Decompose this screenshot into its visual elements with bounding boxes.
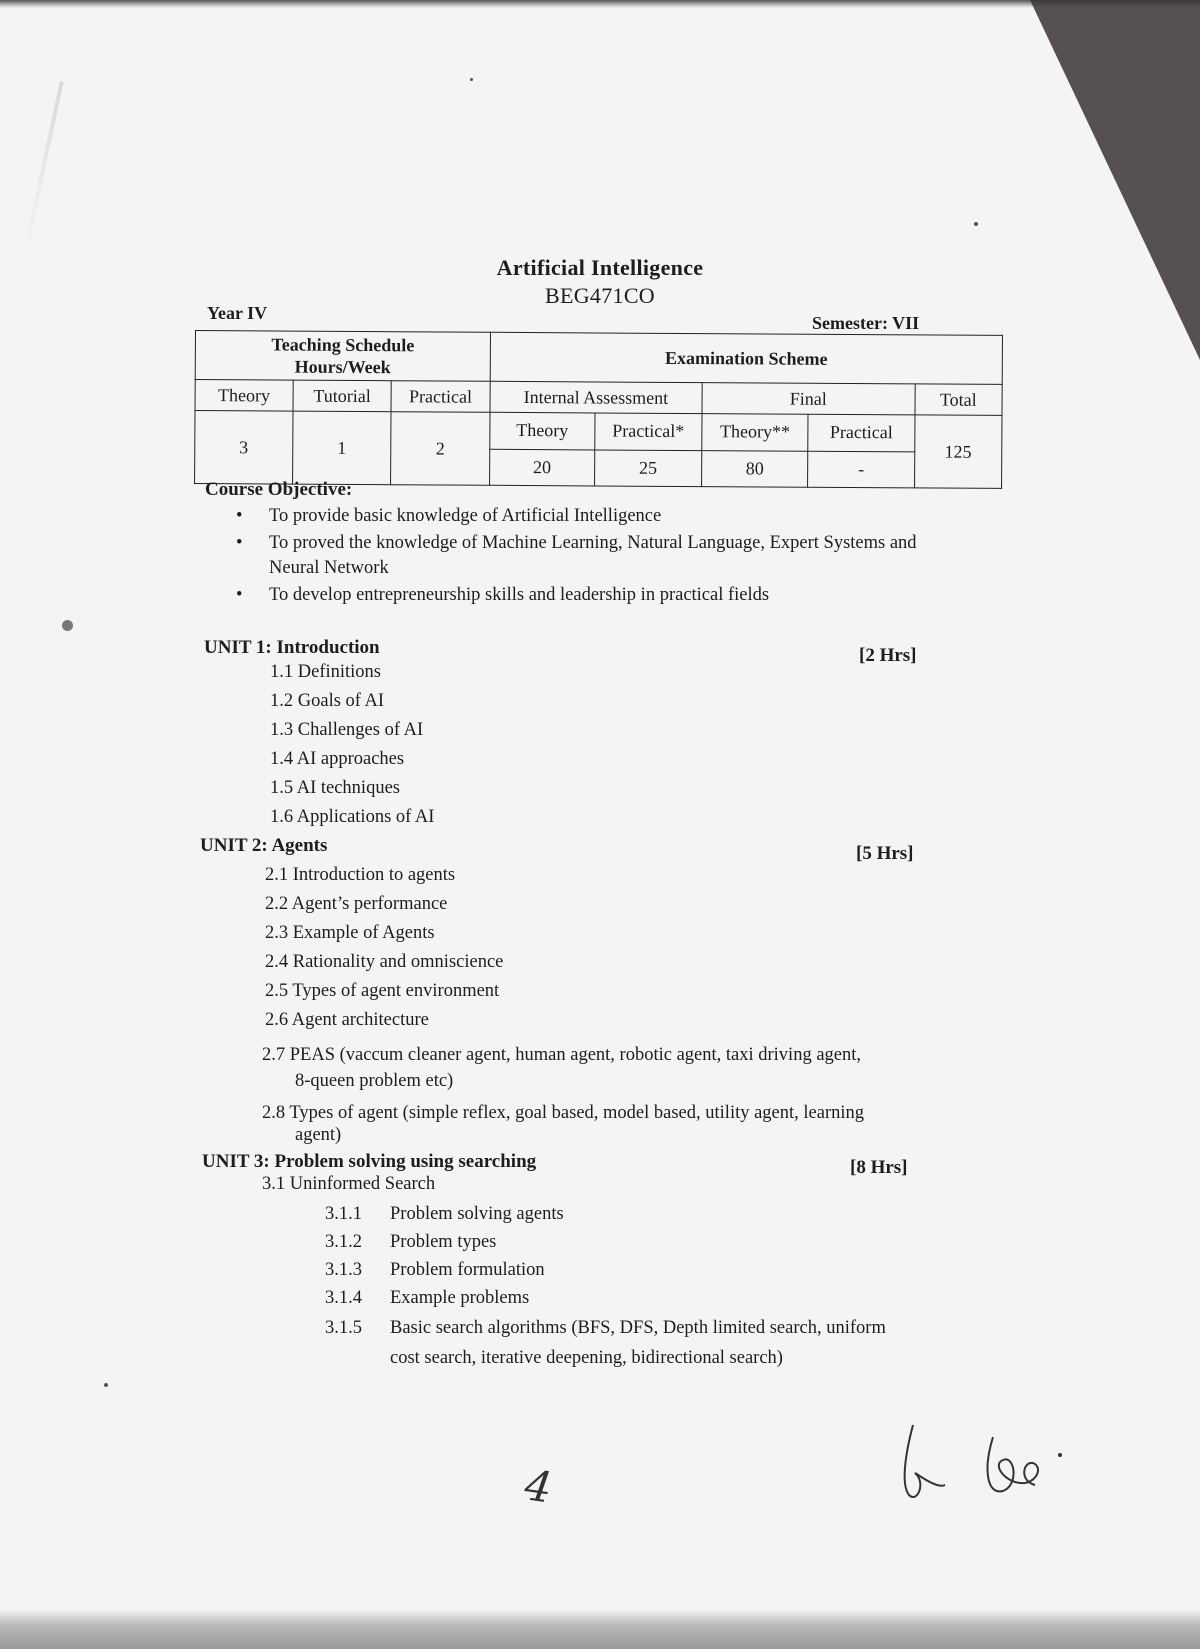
scan-streak — [24, 81, 63, 248]
unit-2-item: 2.4 Rationality and omniscience — [265, 952, 504, 972]
speck — [974, 222, 978, 226]
unit-1-item: 1.3 Challenges of AI — [270, 720, 424, 740]
total-marks: 125 — [914, 415, 1002, 489]
objective-list — [236, 504, 936, 610]
subitem-number: 3.1.3 — [325, 1260, 362, 1280]
scan-edge-bottom — [0, 1609, 1200, 1649]
unit-1-heading: UNIT 1: Introduction — [204, 637, 380, 658]
ia-theory-marks: 20 — [489, 449, 594, 486]
unit-3-subitem — [325, 1318, 886, 1339]
subitem-number: 3.1.2 — [325, 1232, 362, 1252]
handwritten-signature — [895, 1415, 1095, 1510]
total-header: Total — [914, 384, 1002, 416]
subitem-number: 3.1.1 — [325, 1204, 362, 1224]
unit-2-hours: [5 Hrs] — [856, 843, 914, 864]
scan-edge-top — [0, 0, 1200, 8]
ia-practical-marks: 25 — [595, 449, 702, 486]
objective-text: To provide basic knowledge of Artificial Intelligence — [269, 506, 662, 526]
speck — [104, 1383, 108, 1387]
unit-2-item: 2.6 Agent architecture — [265, 1010, 429, 1030]
semester-label: Semester: VII — [812, 313, 920, 333]
col-tutorial: Tutorial — [293, 380, 391, 412]
unit-2-heading: UNIT 2: Agents — [200, 835, 328, 856]
unit-1-item: 1.1 Definitions — [270, 662, 381, 682]
subitem-number: 3.1.4 — [325, 1288, 362, 1308]
course-objective-heading: Course Objective: — [205, 479, 353, 500]
ia-practical-header: Practical* — [595, 413, 702, 450]
schedule-table — [194, 330, 1003, 489]
unit-3-hours: [8 Hrs] — [850, 1157, 908, 1178]
subitem-text: Example problems — [390, 1288, 530, 1308]
examination-scheme-header: Examination Scheme — [490, 332, 1002, 384]
objective-item — [236, 531, 936, 581]
unit-2-item: 2.1 Introduction to agents — [265, 865, 456, 885]
unit-1-item: 1.2 Goals of AI — [270, 691, 385, 711]
course-code: BEG471CO — [545, 283, 655, 308]
unit-2-item: 2.2 Agent’s performance — [265, 894, 448, 914]
ia-theory-header: Theory — [490, 412, 595, 449]
unit-3-heading: UNIT 3: Problem solving using searching — [202, 1151, 537, 1172]
practical-hours: 2 — [391, 412, 490, 486]
handwritten-page-number: 4 — [521, 1460, 556, 1513]
teaching-schedule-header — [195, 331, 490, 382]
unit-3-item: 3.1 Uninformed Search — [262, 1174, 436, 1194]
objective-text: To proved the knowledge of Machine Learning, Natural Language, Expert Systems and Neural Network — [269, 533, 917, 578]
theory-hours: 3 — [195, 411, 293, 485]
bullet-icon: • — [236, 533, 243, 553]
final-practical-header: Practical — [808, 414, 914, 451]
tutorial-hours: 1 — [292, 411, 391, 485]
speck — [470, 78, 473, 81]
objective-text: To develop entrepreneurship skills and leadership in practical fields — [269, 585, 770, 605]
hours-week-label: Hours/Week — [294, 356, 391, 378]
internal-assessment-header: Internal Assessment — [490, 381, 702, 413]
unit-1-item: 1.5 AI techniques — [270, 778, 400, 798]
unit-2-item: 2.7 PEAS (vaccum cleaner agent, human agent, robotic agent, taxi driving agent, — [262, 1045, 862, 1065]
subitem-text: Problem types — [390, 1232, 497, 1252]
bullet-icon: • — [236, 585, 243, 605]
objective-item — [236, 583, 936, 608]
unit-3-subitem — [325, 1288, 529, 1309]
final-theory-header: Theory** — [702, 414, 809, 451]
final-header: Final — [702, 383, 915, 415]
unit-2-item-continued: 8-queen problem etc) — [295, 1071, 454, 1091]
col-practical: Practical — [391, 381, 490, 413]
final-practical-marks: - — [808, 451, 914, 488]
subitem-text: Problem solving agents — [390, 1204, 564, 1224]
unit-3-subitem — [325, 1204, 564, 1225]
unit-2-item: 2.5 Types of agent environment — [265, 981, 500, 1001]
subitem-text: Basic search algorithms (BFS, DFS, Depth limited search, uniform — [390, 1318, 886, 1338]
subitem-text: Problem formulation — [390, 1260, 545, 1280]
unit-2-item-continued: agent) — [295, 1125, 342, 1145]
unit-1-item: 1.4 AI approaches — [270, 749, 405, 769]
col-theory: Theory — [195, 380, 293, 412]
unit-3-subitem-continued: cost search, iterative deepening, bidirectional search) — [390, 1348, 783, 1368]
bullet-icon: • — [236, 506, 243, 526]
unit-3-subitem — [325, 1232, 496, 1253]
objective-item — [236, 504, 936, 529]
unit-1-hours: [2 Hrs] — [859, 645, 917, 666]
year-label: Year IV — [207, 303, 268, 323]
subitem-number: 3.1.5 — [325, 1318, 362, 1338]
course-title: Artificial Intelligence — [496, 255, 704, 280]
teaching-schedule-label: Teaching Schedule — [271, 334, 415, 356]
final-theory-marks: 80 — [701, 450, 808, 487]
unit-2-item: 2.8 Types of agent (simple reflex, goal based, model based, utility agent, learning — [262, 1103, 865, 1123]
unit-3-subitem — [325, 1260, 545, 1281]
hole-punch-mark — [62, 620, 73, 631]
unit-1-item: 1.6 Applications of AI — [270, 807, 435, 827]
unit-2-item: 2.3 Example of Agents — [265, 923, 435, 943]
